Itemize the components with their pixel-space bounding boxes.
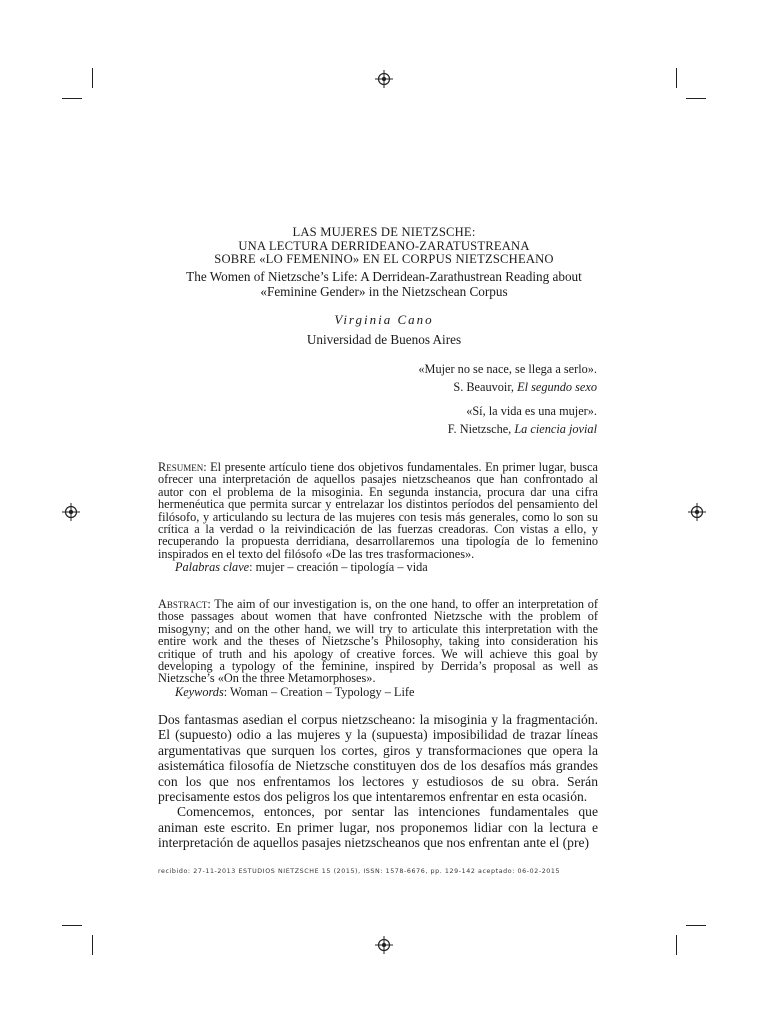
spanish-title-line: SOBRE «LO FEMENINO» EN EL CORPUS NIETZSCHEANO	[214, 252, 554, 267]
english-title-line: «Feminine Gender» in the Nietzschean Corpus	[260, 284, 508, 300]
abstract-block	[158, 598, 598, 698]
epigraph-nietzsche	[448, 402, 597, 438]
epigraph-author: F. Nietzsche,	[447, 422, 515, 436]
spanish-title-line: LAS MUJERES DE NIETZSCHE:	[292, 225, 476, 239]
author-name: Virginia Cano	[334, 311, 434, 327]
crop-mark-top-left-h	[62, 98, 82, 99]
resumen-label: Resumen	[158, 460, 204, 474]
abstract-text: The aim of our investigation is, on the one hand, to offer an interpretation of those passages about women that have confronted Nietzsche with the problem of misogyny; and on the other hand, we will try to articulate this interpretation with the entire work and the theses of Nietzsche’s Philosophy, taking into consideration his critique of truth and his apology of creative forces. We will achieve this goal by developing a typology of the feminine, inspired by Derrida’s proposal as well as Nietzsche’s «On the three Metamorphoses».	[158, 597, 598, 686]
title-block	[150, 226, 618, 348]
registration-crosshair-icon	[375, 936, 393, 954]
page-footer: recibido: 27-11-2013 ESTUDIOS NIETZSCHE 15 (2015), ISSN: 1578-6676, pp. 129-142 aceptado: 06-02-2015	[158, 868, 561, 875]
keywords-list: Woman – Creation – Typology – Life	[230, 684, 415, 699]
body-text	[158, 712, 598, 851]
epigraph-attribution	[418, 378, 597, 396]
body-paragraph: Comencemos, entonces, por sentar las intenciones fundamentales que animan este escrito. En primer lugar, nos proponemos lidiar con la lectura e interpretación de aquellos pasajes nietzscheanos que nos enfrentan ante el (pre)	[158, 804, 598, 851]
abstract-label: Abstract	[158, 597, 208, 611]
crop-mark-top-right-h	[686, 98, 706, 99]
spanish-title	[150, 226, 618, 267]
epigraph-quote: «Sí, la vida es una mujer».	[466, 404, 597, 418]
crop-mark-bottom-right-v	[676, 935, 677, 955]
english-title-line: The Women of Nietzsche’s Life: A Derridean-Zarathustrean Reading about	[186, 268, 582, 284]
english-title	[150, 269, 618, 300]
body-paragraph: Dos fantasmas asedian el corpus nietzscheano: la misoginia y la fragmentación. El (supuesto) odio a las mujeres y la (supuesta) imposibilidad de trazar líneas argumentativas que surquen los cortes, giros y transformaciones que opera la asistemática filosofía de Nietzsche constituyen dos de los desafíos más grandes con los que nos enfrentamos los lectores y estudiosos de su obra. Serán precisamente estos dos peligros los que intentaremos enfrentar en esta ocasión.	[158, 712, 598, 805]
author-affiliation: Universidad de Buenos Aires	[306, 331, 462, 347]
epigraph-quote: «Mujer no se nace, se llega a serlo».	[418, 362, 597, 376]
abstract-keywords: Keywords: Woman – Creation – Typology – Life	[175, 684, 415, 699]
crop-mark-bottom-right-h	[686, 925, 706, 926]
resumen-text: El presente artículo tiene dos objetivos fundamentales. En primer lugar, busca ofrecer una interpretación de aquellos pasajes nietzscheanos que han confrontado al autor con el problema de la misoginia. En segunda instancia, procura dar una cifra hermenéutica que permita surcar y entrelazar los distintos períodos del pensamiento del filósofo, y articulando su lectura de las mujeres con tesis más generales, como lo son su crítica a la verdad o la reivindicación de las fuerzas creadoras. Con vistas a ello, y recuperando la propuesta derridiana, desarrollaremos una tipología de lo femenino inspirados en el texto del filósofo «De las tres trasformaciones».	[158, 460, 598, 561]
resumen-block	[158, 461, 598, 574]
registration-crosshair-icon	[688, 503, 706, 521]
resumen-keywords: Palabras clave: mujer – creación – tipología – vida	[175, 560, 428, 575]
epigraph-attribution	[448, 420, 597, 438]
epigraph-work: El segundo sexo	[517, 380, 597, 394]
epigraph-beauvoir	[418, 360, 597, 396]
crop-mark-top-left-v	[92, 68, 93, 88]
abstract-separator: :	[207, 597, 215, 611]
spanish-title-line: UNA LECTURA DERRIDEANO-ZARATUSTREANA	[238, 238, 530, 253]
crop-mark-bottom-left-h	[62, 925, 82, 926]
resumen-separator: :	[203, 460, 211, 474]
keywords-label: Keywords	[175, 684, 224, 699]
registration-crosshair-icon	[62, 503, 80, 521]
crop-mark-top-right-v	[676, 68, 677, 88]
keywords-label: Palabras clave	[175, 560, 250, 575]
epigraph-author: S. Beauvoir,	[453, 380, 518, 394]
epigraph-work: La ciencia jovial	[514, 422, 597, 436]
crop-mark-bottom-left-v	[92, 935, 93, 955]
registration-crosshair-icon	[375, 70, 393, 88]
keywords-list: mujer – creación – tipología – vida	[255, 560, 428, 575]
